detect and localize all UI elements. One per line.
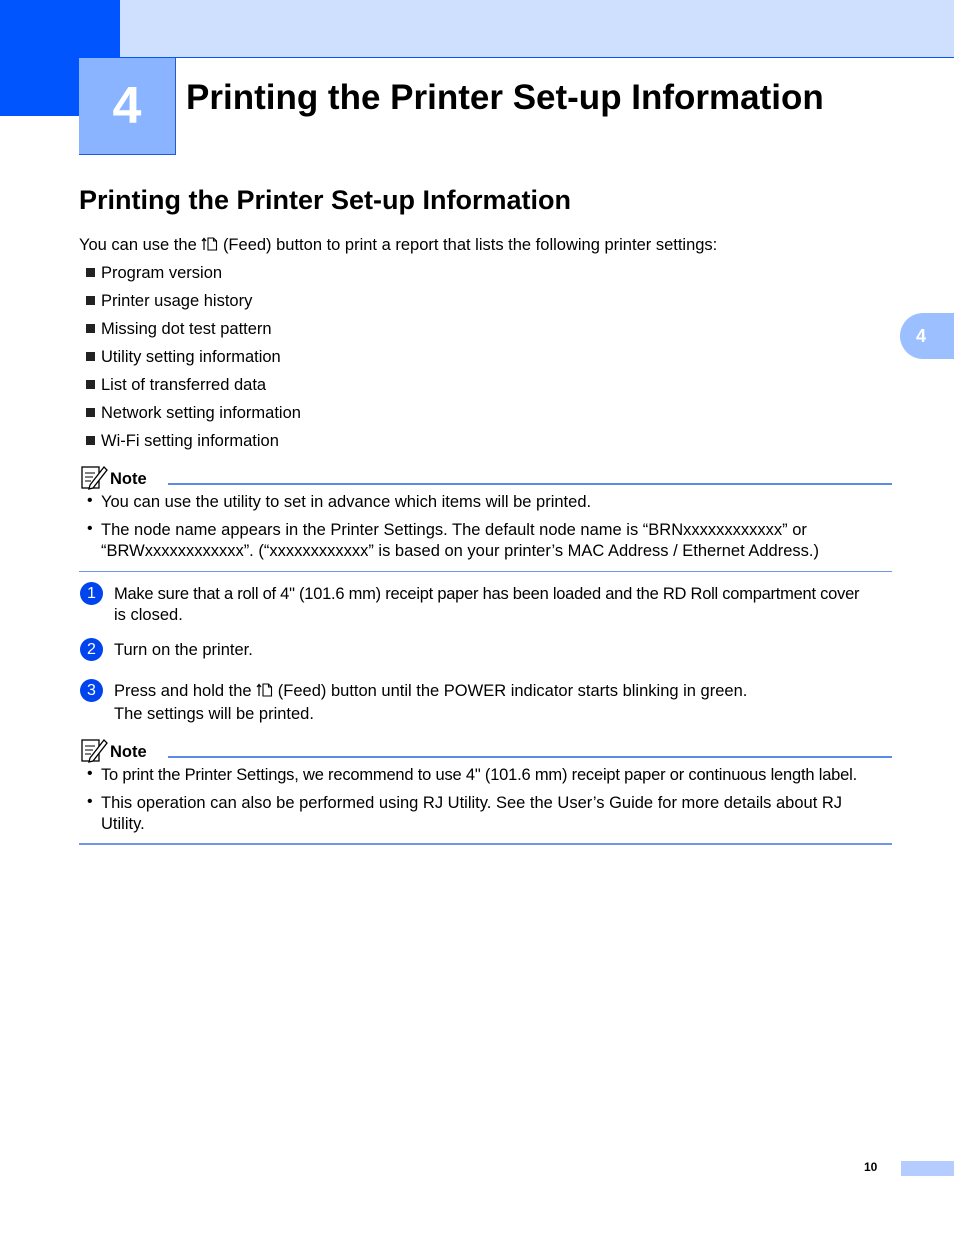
side-tab-label: 4	[916, 325, 927, 346]
chapter-number: 4	[112, 77, 142, 135]
list-item-label: Program version	[101, 264, 223, 282]
page-number-bar	[901, 1161, 954, 1176]
step-text: Make sure that a roll of 4" (101.6 mm) receipt paper has been loaded and the RD Roll compartment cover	[114, 585, 860, 603]
note-bottom-rule	[79, 843, 892, 845]
intro-text-start: You can use the	[79, 236, 197, 254]
step-text: The settings will be printed.	[114, 705, 314, 723]
step-number-icon: 1	[80, 582, 103, 605]
step-number-icon: 3	[80, 679, 103, 702]
step-text	[114, 681, 747, 702]
feed-icon	[256, 683, 273, 697]
note-top-rule	[168, 756, 892, 758]
note-label: Note	[110, 470, 147, 488]
note-item-text: This operation can also be performed using RJ Utility. See the User’s Guide for more details about RJ	[101, 794, 843, 812]
step-number-icon: 2	[80, 638, 103, 661]
intro-paragraph	[79, 235, 717, 256]
note-bullet: •	[87, 520, 93, 537]
square-bullet-icon	[86, 408, 95, 417]
note-item-text: Utility.	[101, 815, 145, 833]
note-pencil-icon	[80, 464, 108, 490]
note-item-text: The node name appears in the Printer Settings. The default node name is “BRNxxxxxxxxxxxx” or	[101, 521, 807, 539]
note-bullet: •	[87, 765, 93, 782]
square-bullet-icon	[86, 352, 95, 361]
list-item-label: Utility setting information	[101, 348, 281, 366]
step-text-start: Press and hold the	[114, 682, 252, 700]
chapter-side-tab	[900, 313, 954, 359]
list-item-label: Missing dot test pattern	[101, 320, 272, 338]
note-pencil-icon	[80, 737, 108, 763]
note-bullet: •	[87, 793, 93, 810]
intro-text-end: (Feed) button to print a report that lists the following printer settings:	[222, 236, 718, 254]
page-number: 10	[864, 1160, 878, 1174]
list-item-label: List of transferred data	[101, 376, 267, 394]
step-text: is closed.	[114, 606, 183, 624]
square-bullet-icon	[86, 268, 95, 277]
square-bullet-icon	[86, 380, 95, 389]
header-band	[0, 0, 954, 58]
list-item-label: Network setting information	[101, 404, 301, 422]
chapter-number-box	[79, 58, 176, 155]
feed-icon	[201, 237, 218, 251]
note-item-text: To print the Printer Settings, we recommend to use 4" (101.6 mm) receipt paper or continuous length label.	[101, 766, 857, 784]
header-divider	[120, 57, 954, 58]
step-text-end: (Feed) button until the POWER indicator starts blinking in green.	[277, 682, 748, 700]
note-item-text: You can use the utility to set in advance which items will be printed.	[101, 493, 592, 511]
step-text: Turn on the printer.	[114, 641, 253, 659]
note-item-text: “BRWxxxxxxxxxxxx”. (“xxxxxxxxxxxx” is based on your printer’s MAC Address / Ethernet Address.)	[101, 542, 819, 560]
section-title: Printing the Printer Set-up Information	[79, 185, 571, 215]
note-top-rule	[168, 483, 892, 485]
note-bullet: •	[87, 492, 93, 509]
list-item-label: Wi-Fi setting information	[101, 432, 279, 450]
list-item-label: Printer usage history	[101, 292, 253, 310]
square-bullet-icon	[86, 436, 95, 445]
square-bullet-icon	[86, 324, 95, 333]
square-bullet-icon	[86, 296, 95, 305]
note-label: Note	[110, 743, 147, 761]
chapter-title: Printing the Printer Set-up Information	[186, 78, 824, 117]
note-bottom-rule	[79, 571, 892, 572]
